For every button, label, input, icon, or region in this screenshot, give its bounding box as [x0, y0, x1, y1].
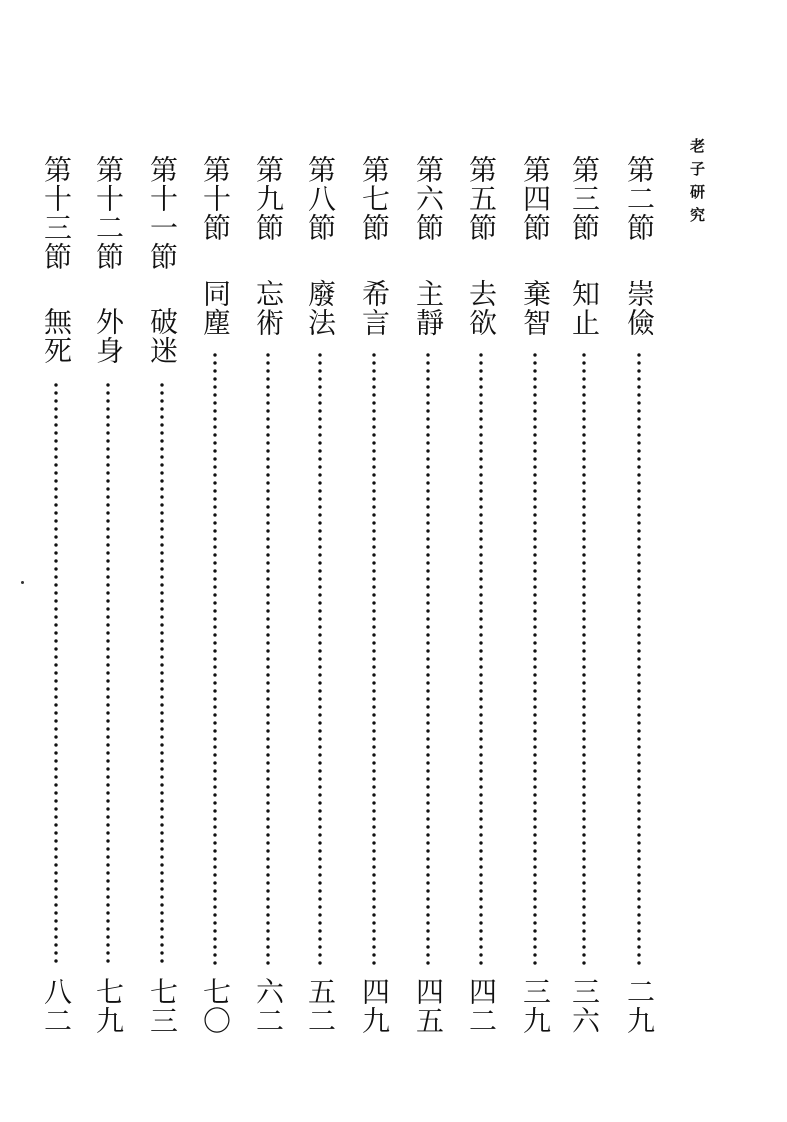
toc-entry	[90, 155, 126, 1035]
dot-leader	[213, 351, 217, 967]
page-number: 八二	[40, 977, 73, 1035]
dot-leader	[266, 351, 270, 967]
section-title: 破迷	[146, 307, 179, 365]
section-number: 第八節	[304, 155, 337, 242]
dot-leader	[533, 351, 537, 967]
page-number: 七〇	[199, 977, 232, 1035]
page-number: 七九	[92, 977, 125, 1035]
section-number: 第十三節	[40, 155, 73, 271]
section-title: 外身	[92, 307, 125, 365]
toc-entry	[410, 155, 446, 1035]
section-number: 第六節	[412, 155, 445, 242]
dot-leader	[372, 351, 376, 967]
section-title: 無死	[40, 307, 73, 365]
section-title: 同塵	[199, 279, 232, 337]
dot-leader	[479, 351, 483, 967]
toc-entry	[356, 155, 392, 1035]
section-number: 第三節	[568, 155, 601, 242]
section-title: 棄智	[519, 279, 552, 337]
dot-leader	[582, 351, 586, 967]
section-title: 主靜	[412, 279, 445, 337]
toc-entry	[38, 155, 74, 1035]
dot-leader	[160, 381, 164, 967]
dot-leader	[106, 381, 110, 967]
toc-entry	[250, 155, 286, 1035]
section-number: 第二節	[623, 155, 656, 242]
section-number: 第十一節	[146, 155, 179, 271]
toc-entry	[197, 155, 233, 1035]
section-title: 希言	[358, 279, 391, 337]
toc-entry	[621, 155, 657, 1035]
section-title: 去欲	[465, 279, 498, 337]
section-number: 第九節	[252, 155, 285, 242]
toc-entry	[517, 155, 553, 1035]
toc-entry	[302, 155, 338, 1035]
section-number: 第五節	[465, 155, 498, 242]
toc-entry	[566, 155, 602, 1035]
page-number: 四二	[465, 977, 498, 1035]
page-number: 三九	[519, 977, 552, 1035]
dot-leader	[54, 381, 58, 967]
page-number: 四九	[358, 977, 391, 1035]
section-title: 忘術	[252, 279, 285, 337]
page-number: 七三	[146, 977, 179, 1035]
page-number: 四五	[412, 977, 445, 1035]
page-number: 三六	[568, 977, 601, 1035]
section-number: 第十節	[199, 155, 232, 242]
dot-leader	[426, 351, 430, 967]
section-title: 崇儉	[623, 279, 656, 337]
dot-leader	[318, 351, 322, 967]
toc-entry	[144, 155, 180, 1035]
dot-leader	[637, 351, 641, 967]
page-number: 五二	[304, 977, 337, 1035]
section-number: 第四節	[519, 155, 552, 242]
section-title: 廢法	[304, 279, 337, 337]
page-number: 二九	[623, 977, 656, 1035]
page-number: 六二	[252, 977, 285, 1035]
print-speck	[21, 581, 24, 584]
toc-entry	[463, 155, 499, 1035]
section-number: 第十二節	[92, 155, 125, 271]
section-title: 知止	[568, 279, 601, 337]
running-header-book-title: 老子研究	[688, 138, 706, 230]
section-number: 第七節	[358, 155, 391, 242]
